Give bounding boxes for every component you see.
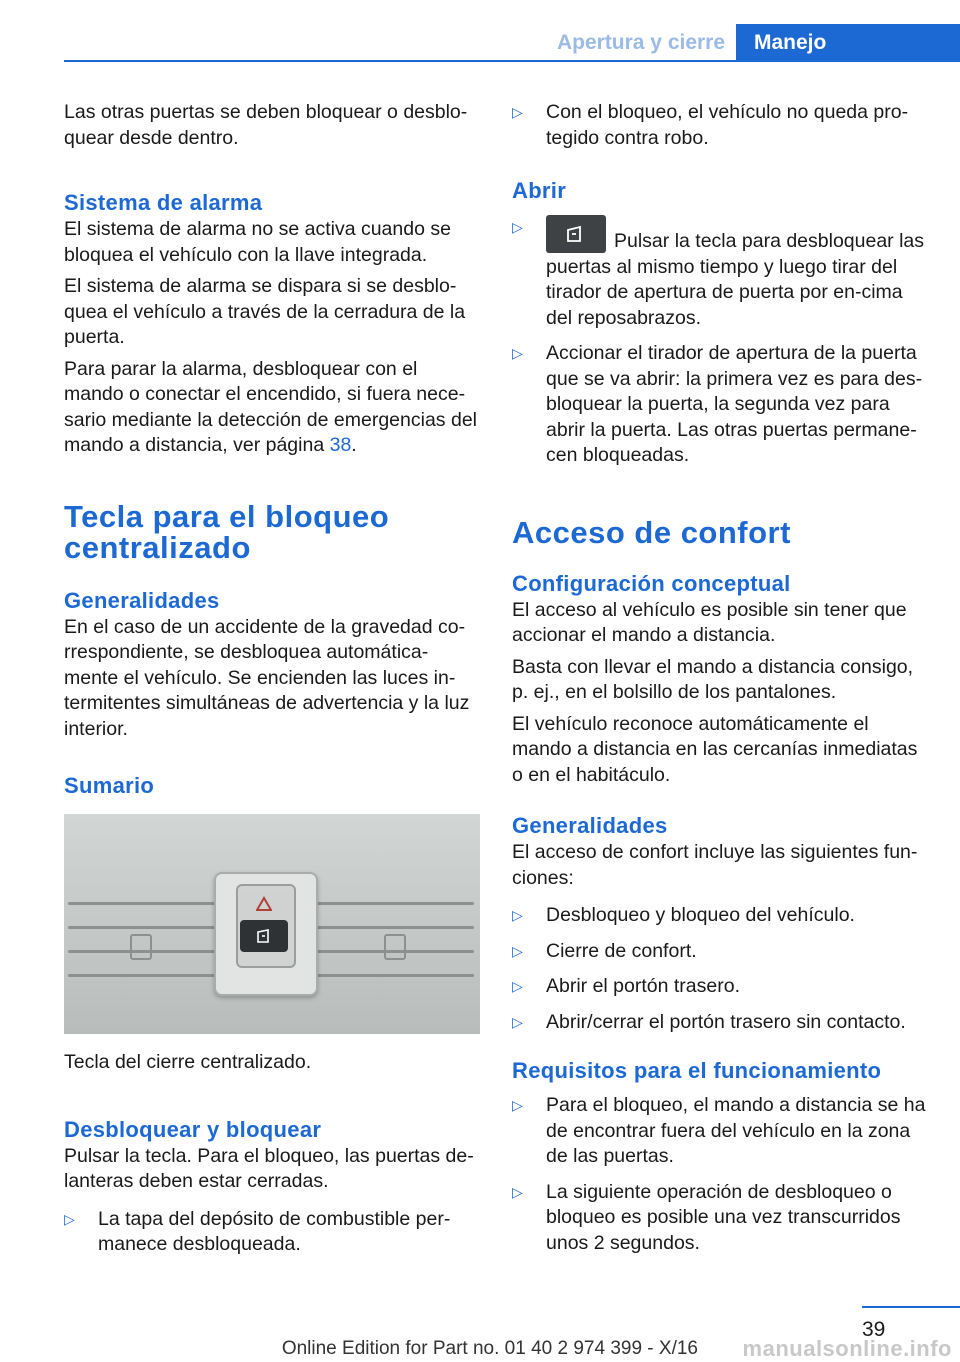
footer-edition-text: Online Edition for Part no. 01 40 2 974 399 - X/16 xyxy=(281,1338,698,1359)
section-tab[interactable]: Apertura y cierre xyxy=(556,31,726,54)
list-item: ▷ Con el bloqueo, el vehículo no queda pro-tegido contra robo. xyxy=(512,101,909,149)
heading-generalidades: Generalidades xyxy=(512,813,668,838)
list-item: ▷ Pulsar la tecla para desbloquear las puertas al mismo tiempo y luego tirar del tirador de apertura de puerta por en-cima del reposabrazos. xyxy=(512,215,928,331)
paragraph-text: Para parar la alarma, desbloquear con el mando o conectar el encendido, si fuera nece-sario mediante la detección de emergencias del mando a distancia, ver página xyxy=(64,357,477,456)
bullet-list xyxy=(512,100,928,151)
heading-desbloquear-bloquear: Desbloquear y bloquear xyxy=(64,1116,322,1142)
page-reference-link[interactable]: 38 xyxy=(329,434,352,456)
paragraph: Las otras puertas se deben bloquear o desblo-quear desde dentro. xyxy=(64,101,468,149)
bullet-triangle-icon: ▷ xyxy=(512,1097,523,1113)
bullet-triangle-icon: ▷ xyxy=(512,1013,523,1030)
bullet-list xyxy=(512,1093,928,1256)
list-item: ▷ Accionar el tirador de apertura de la puerta que se va abrir: la primera vez es para des-bloquear la puerta, la segunda vez para abrir la puerta. Las otras puertas permane-cen bloqueadas. xyxy=(512,342,923,466)
heading-tecla-bloqueo: Tecla para el bloqueo centralizado xyxy=(64,498,390,565)
left-column xyxy=(64,100,480,1258)
list-item: ▷ Para el bloqueo, el mando a distancia se ha de encontrar fuera del vehículo en la zona de las puertas. xyxy=(512,1094,926,1167)
page-number: 39 xyxy=(862,1318,886,1341)
right-column xyxy=(512,100,928,1256)
bullet-triangle-icon: ▷ xyxy=(512,907,523,923)
list-item: ▷ Cierre de confort. xyxy=(512,939,928,965)
heading-requisitos: Requisitos para el funcionamiento xyxy=(512,1058,882,1083)
paragraph: El sistema de alarma no se activa cuando se bloquea el vehículo con la llave integrada. xyxy=(64,218,451,266)
watermark: manualsonline.info xyxy=(742,1336,952,1361)
list-item: ▷ Abrir el portón trasero. xyxy=(512,974,928,1000)
bullet-triangle-icon: ▷ xyxy=(512,1183,523,1200)
list-item: ▷ La siguiente operación de desbloqueo o bloqueo es posible una vez transcurridos unos 2 segundos. xyxy=(512,1180,901,1254)
central-locking-button-photo xyxy=(64,814,480,1034)
paragraph: Para parar la alarma, desbloquear con el mando o conectar el encendido, si fuera nece-sario mediante la detección de emergencias del mando a distancia, ver página 38. xyxy=(64,357,477,456)
bullet-triangle-icon: ▷ xyxy=(512,978,523,994)
bullet-triangle-icon: ▷ xyxy=(64,1210,75,1227)
bullet-triangle-icon: ▷ xyxy=(512,219,523,235)
paragraph: El vehículo reconoce automáticamente el mando a distancia en las cercanías inmediatas o en el habitáculo. xyxy=(512,712,918,786)
list-item: ▷ La tapa del depósito de combustible per-manece desbloqueada. xyxy=(64,1207,451,1255)
heading-abrir: Abrir xyxy=(512,178,567,203)
paragraph: El sistema de alarma se dispara si se desblo-quea el vehículo a través de la cerradura de la puerta. xyxy=(64,275,466,348)
figure-caption: Tecla del cierre centralizado. xyxy=(64,1051,312,1073)
bullet-list xyxy=(64,1207,480,1258)
hazard-triangle-icon xyxy=(256,896,272,912)
list-item: ▷ Desbloqueo y bloqueo del vehículo. xyxy=(512,903,928,929)
heading-acceso-confort: Acceso de confort xyxy=(512,514,791,550)
heading-generalidades: Generalidades xyxy=(64,587,220,613)
heading-sumario: Sumario xyxy=(64,773,155,798)
heading-sistema-alarma: Sistema de alarma xyxy=(64,190,263,215)
bullet-list xyxy=(512,215,928,469)
header-rule xyxy=(64,60,960,62)
paragraph: El acceso al vehículo es posible sin tener que accionar el mando a distancia. xyxy=(512,598,907,646)
heading-configuracion: Configuración conceptual xyxy=(512,570,791,596)
door-unlock-key-icon xyxy=(546,215,606,253)
paragraph: Pulsar la tecla. Para el bloqueo, las puertas de-lanteras deben estar cerradas. xyxy=(64,1144,474,1192)
bullet-triangle-icon: ▷ xyxy=(512,104,523,120)
bullet-list xyxy=(512,903,928,1035)
bullet-triangle-icon: ▷ xyxy=(512,942,523,959)
paragraph: En el caso de un accidente de la gravedad co-rrespondiente, se desbloquea automática-mente el vehículo. Se encienden las luces in-termitentes simultáneas de advertencia y la luz interior. xyxy=(64,615,470,740)
bullet-triangle-icon: ▷ xyxy=(512,345,523,361)
active-tab[interactable]: Manejo xyxy=(736,24,960,62)
door-unlock-icon xyxy=(256,928,272,944)
footer-rule xyxy=(862,1306,960,1308)
list-item: ▷ Abrir/cerrar el portón trasero sin contacto. xyxy=(512,1010,928,1036)
paragraph: El acceso de confort incluye las siguientes fun-ciones: xyxy=(512,841,918,889)
paragraph: Basta con llevar el mando a distancia consigo, p. ej., en el bolsillo de los pantalones. xyxy=(512,655,914,703)
